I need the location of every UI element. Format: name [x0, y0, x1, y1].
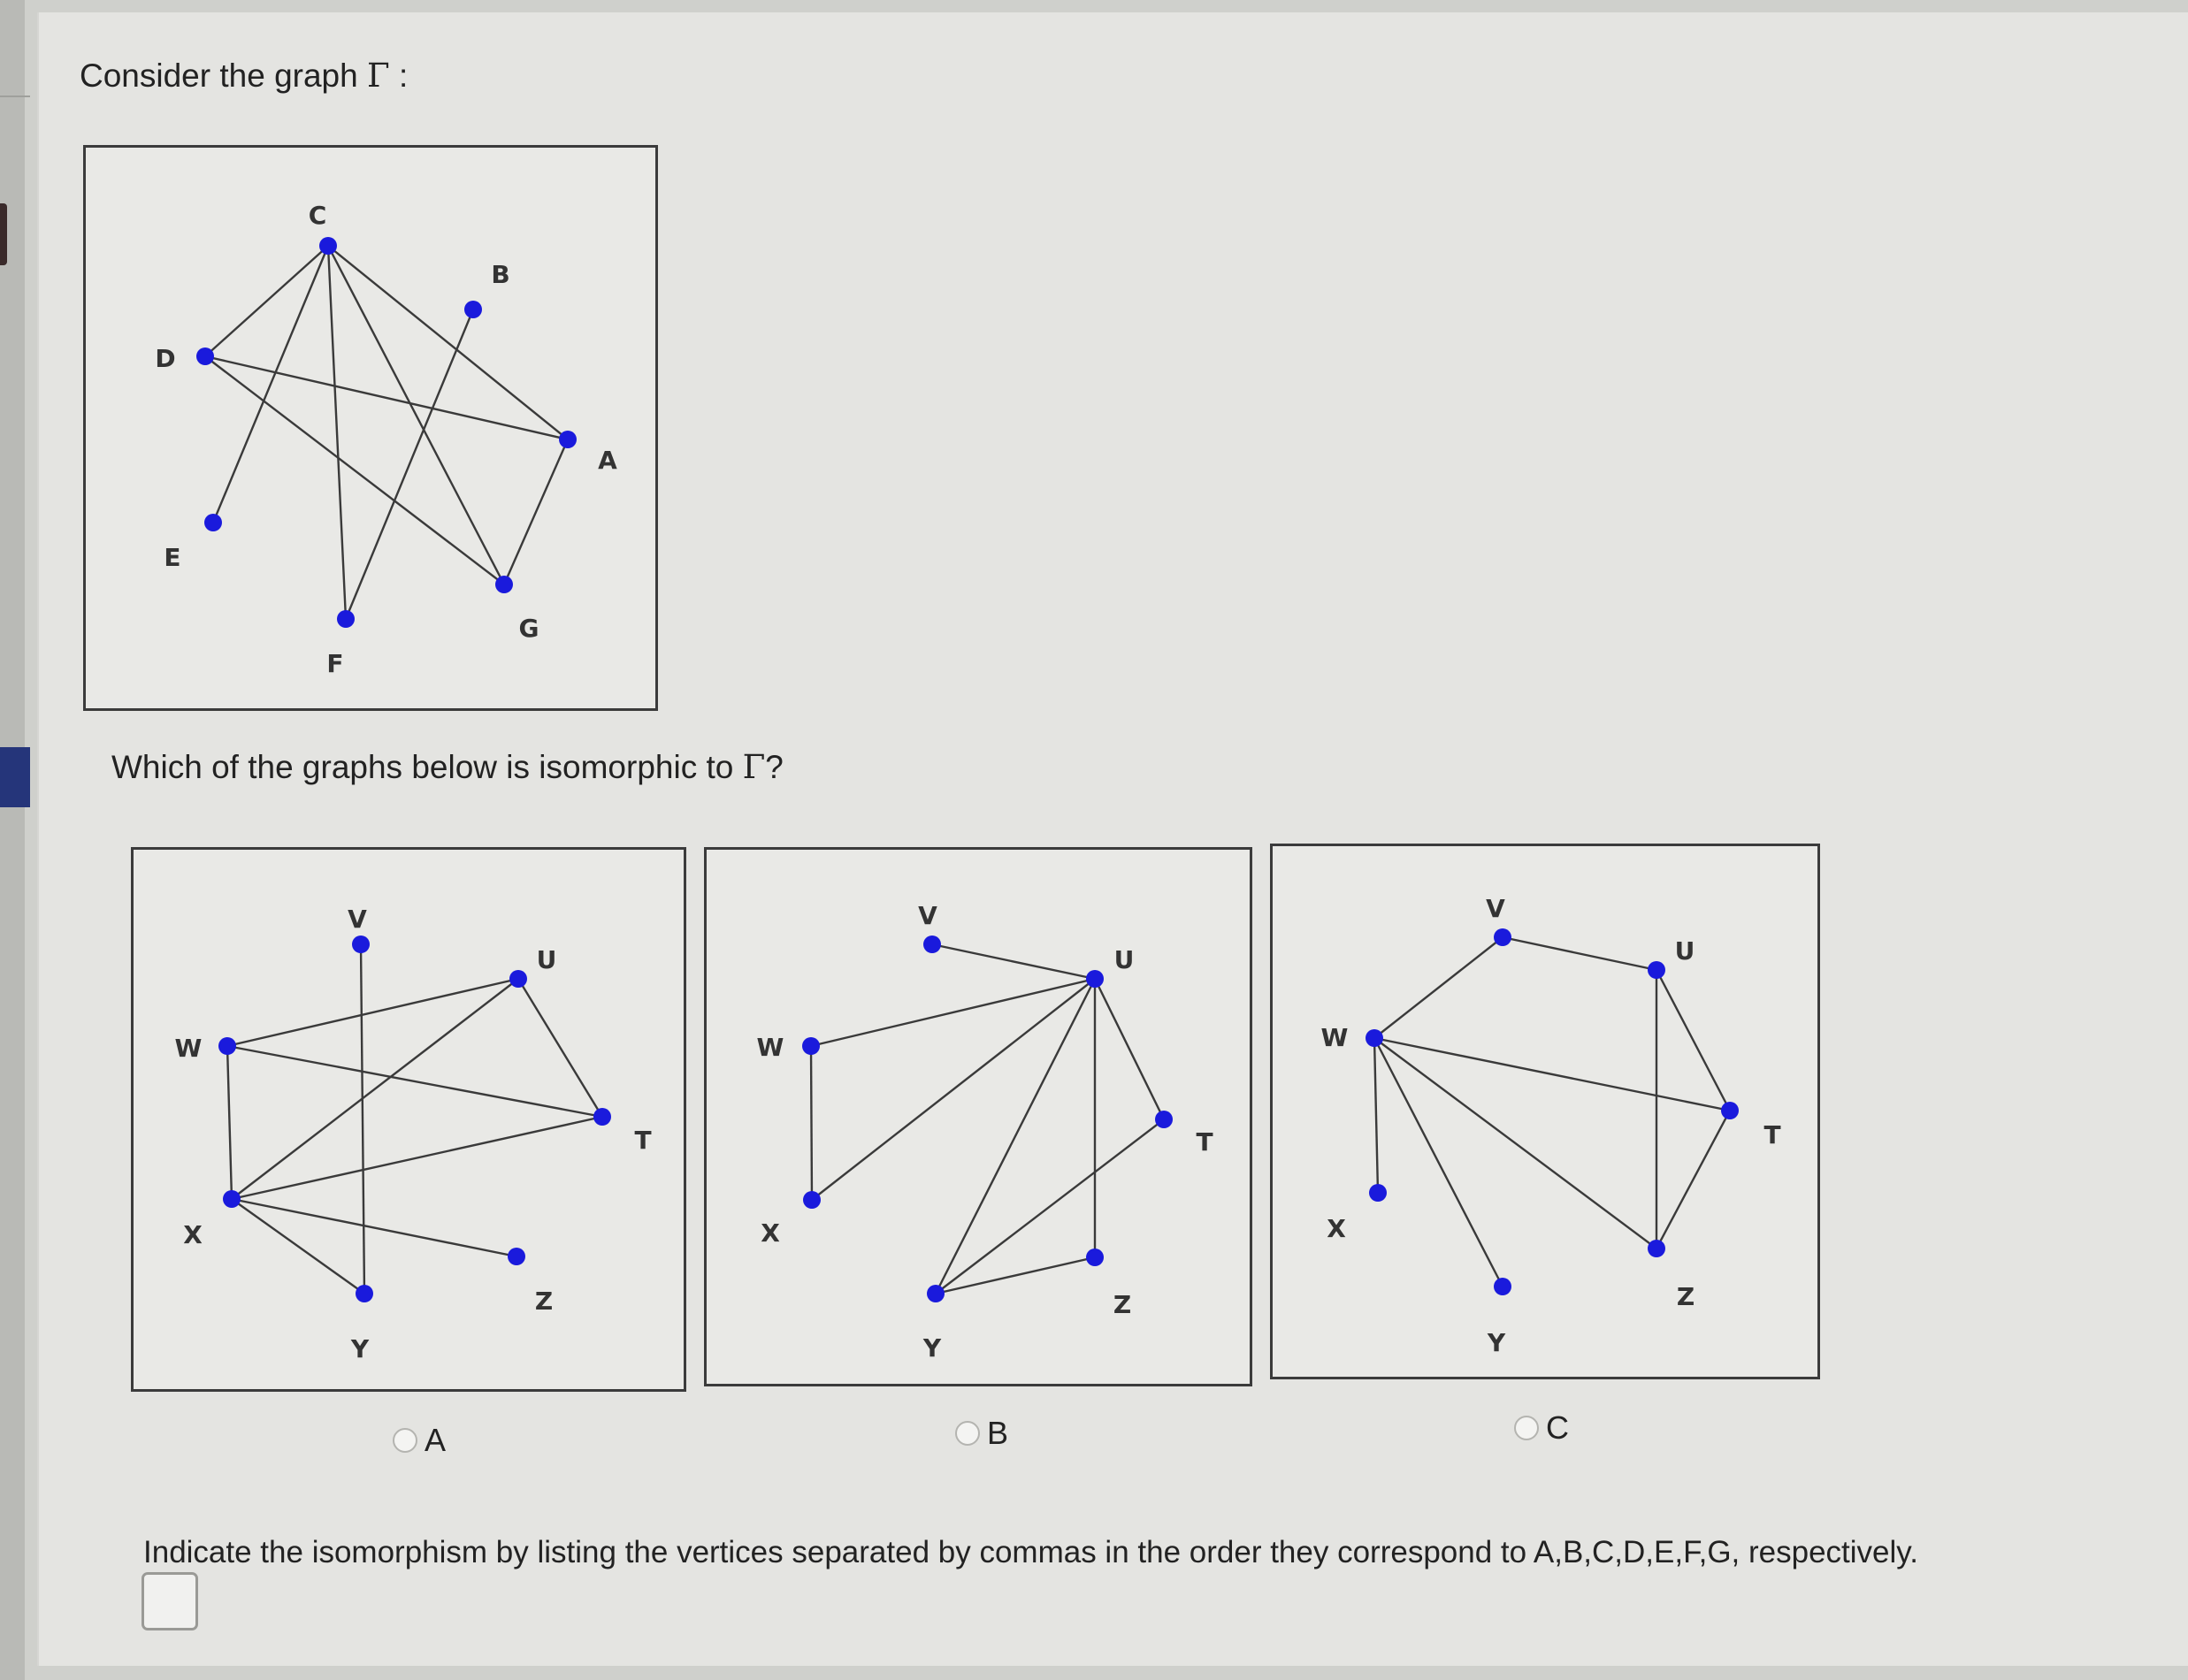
option-b-radio[interactable]	[955, 1415, 1008, 1452]
gamma-edge-c-e	[213, 246, 328, 523]
gamma-label-b: B	[491, 260, 510, 289]
option-a-edge-u-t	[518, 979, 602, 1117]
option-a-vertex-t	[593, 1108, 611, 1126]
which-text: Which of the graphs below is isomorphic to	[111, 749, 743, 785]
gamma-graph-figure	[83, 145, 658, 711]
option-c-vertex-y	[1494, 1278, 1511, 1295]
option-a-label-x: X	[183, 1220, 203, 1249]
gamma-symbol-2: Γ	[742, 748, 766, 786]
option-c-radio[interactable]	[1514, 1409, 1569, 1447]
option-a-radio[interactable]	[393, 1422, 446, 1459]
option-a-label-v: V	[348, 905, 367, 934]
option-c-vertex-u	[1648, 961, 1665, 979]
option-a-graph-svg	[134, 850, 689, 1394]
gamma-edge-c-g	[328, 246, 504, 584]
option-b-label-t: T	[1196, 1127, 1213, 1157]
gamma-label-f: F	[326, 649, 344, 678]
gamma-label-e: E	[164, 543, 181, 572]
option-c-label-y: Y	[1487, 1328, 1506, 1357]
question-prompt	[80, 57, 408, 95]
option-b-graph-svg	[707, 850, 1255, 1389]
gamma-edge-b-f	[346, 309, 473, 619]
option-b-vertex-u	[1086, 970, 1104, 988]
option-c-vertex-x	[1369, 1184, 1387, 1202]
option-c-label-z: Z	[1676, 1282, 1695, 1311]
option-c-edge-v-w	[1374, 937, 1503, 1038]
option-b-graph-figure	[704, 847, 1252, 1386]
gamma-symbol: Γ	[366, 57, 390, 95]
option-a-edge-w-x	[227, 1046, 232, 1199]
option-c-label-u: U	[1674, 936, 1695, 966]
question-panel	[37, 12, 2188, 1666]
option-b-label-x: X	[761, 1218, 780, 1248]
option-a-vertex-v	[352, 935, 370, 953]
gamma-vertex-b	[464, 301, 482, 318]
which-suffix: ?	[765, 749, 784, 785]
option-label: C	[1546, 1409, 1569, 1446]
radio-circle[interactable]	[955, 1421, 980, 1446]
option-a-label-z: Z	[534, 1287, 554, 1316]
option-c-edge-v-u	[1503, 937, 1656, 970]
option-a-vertex-z	[508, 1248, 525, 1265]
option-c-label-t: T	[1763, 1120, 1781, 1149]
sidebar-marker	[0, 203, 7, 265]
option-label: B	[987, 1415, 1009, 1451]
option-a-label-u: U	[536, 945, 557, 974]
option-label: A	[425, 1422, 447, 1458]
option-b-edge-v-u	[932, 944, 1095, 979]
option-c-edge-w-x	[1374, 1038, 1378, 1193]
gamma-label-g: G	[518, 614, 539, 643]
gamma-edge-c-f	[328, 246, 346, 619]
option-b-vertex-y	[927, 1285, 945, 1302]
option-c-edge-w-y	[1374, 1038, 1503, 1287]
option-b-label-y: Y	[922, 1333, 942, 1363]
option-c-graph-figure	[1270, 844, 1820, 1379]
gamma-vertex-d	[196, 347, 214, 365]
option-a-label-t: T	[634, 1126, 652, 1155]
option-b-edge-w-x	[811, 1046, 812, 1200]
prompt-suffix: :	[389, 57, 409, 94]
option-a-label-w: W	[174, 1034, 203, 1063]
option-b-edge-u-t	[1095, 979, 1164, 1119]
option-c-edge-w-z	[1374, 1038, 1656, 1249]
answer-input[interactable]	[142, 1572, 198, 1630]
option-c-vertex-v	[1494, 928, 1511, 946]
radio-circle[interactable]	[1514, 1416, 1539, 1440]
option-a-edge-x-z	[232, 1199, 516, 1256]
option-b-vertex-z	[1086, 1249, 1104, 1266]
prompt-text: Consider the graph	[80, 57, 367, 94]
gamma-edge-c-a	[328, 246, 568, 439]
option-a-edge-w-t	[227, 1046, 602, 1117]
which-question	[111, 748, 784, 786]
gamma-vertex-c	[319, 237, 337, 255]
option-a-graph-figure	[131, 847, 686, 1392]
gamma-label-a: A	[598, 446, 617, 475]
gamma-vertex-f	[337, 610, 355, 628]
option-c-vertex-w	[1366, 1029, 1383, 1047]
option-b-label-v: V	[918, 901, 937, 930]
option-c-edge-u-t	[1656, 970, 1730, 1111]
option-b-vertex-x	[803, 1191, 821, 1209]
radio-circle[interactable]	[393, 1428, 417, 1453]
option-c-label-w: W	[1320, 1023, 1349, 1052]
gamma-edge-a-g	[504, 439, 568, 584]
option-a-edge-v-y	[361, 944, 364, 1294]
option-b-vertex-w	[802, 1037, 820, 1055]
option-a-vertex-y	[356, 1285, 373, 1302]
option-c-label-x: X	[1327, 1214, 1346, 1243]
instruction-text: Indicate the isomorphism by listing the vertices separated by commas in the order they correspond to A,B,C,D,E,F,G, respectively.	[143, 1535, 1918, 1569]
option-b-vertex-t	[1155, 1111, 1173, 1128]
gamma-label-d: D	[155, 344, 176, 373]
option-c-edge-w-t	[1374, 1038, 1730, 1111]
gamma-label-c: C	[308, 201, 327, 230]
option-a-vertex-w	[218, 1037, 236, 1055]
option-a-vertex-x	[223, 1190, 241, 1208]
option-a-vertex-u	[509, 970, 527, 988]
option-c-graph-svg	[1273, 846, 1823, 1382]
sidebar-active-marker	[0, 747, 30, 807]
option-b-label-u: U	[1113, 945, 1135, 974]
gamma-vertex-g	[495, 576, 513, 593]
option-c-label-v: V	[1486, 894, 1505, 923]
option-a-edge-x-t	[232, 1117, 602, 1199]
option-b-label-z: Z	[1113, 1290, 1132, 1319]
option-b-label-w: W	[756, 1033, 784, 1062]
option-b-vertex-v	[923, 935, 941, 953]
option-c-vertex-t	[1721, 1102, 1739, 1119]
gamma-edge-c-d	[205, 246, 328, 356]
option-c-vertex-z	[1648, 1240, 1665, 1257]
option-a-label-y: Y	[350, 1334, 370, 1363]
option-b-edge-u-y	[936, 979, 1095, 1294]
option-c-edge-t-z	[1656, 1111, 1730, 1249]
gamma-vertex-a	[559, 431, 577, 448]
gamma-graph-svg	[86, 148, 661, 714]
gamma-vertex-e	[204, 514, 222, 531]
sidebar-divider	[0, 95, 30, 97]
